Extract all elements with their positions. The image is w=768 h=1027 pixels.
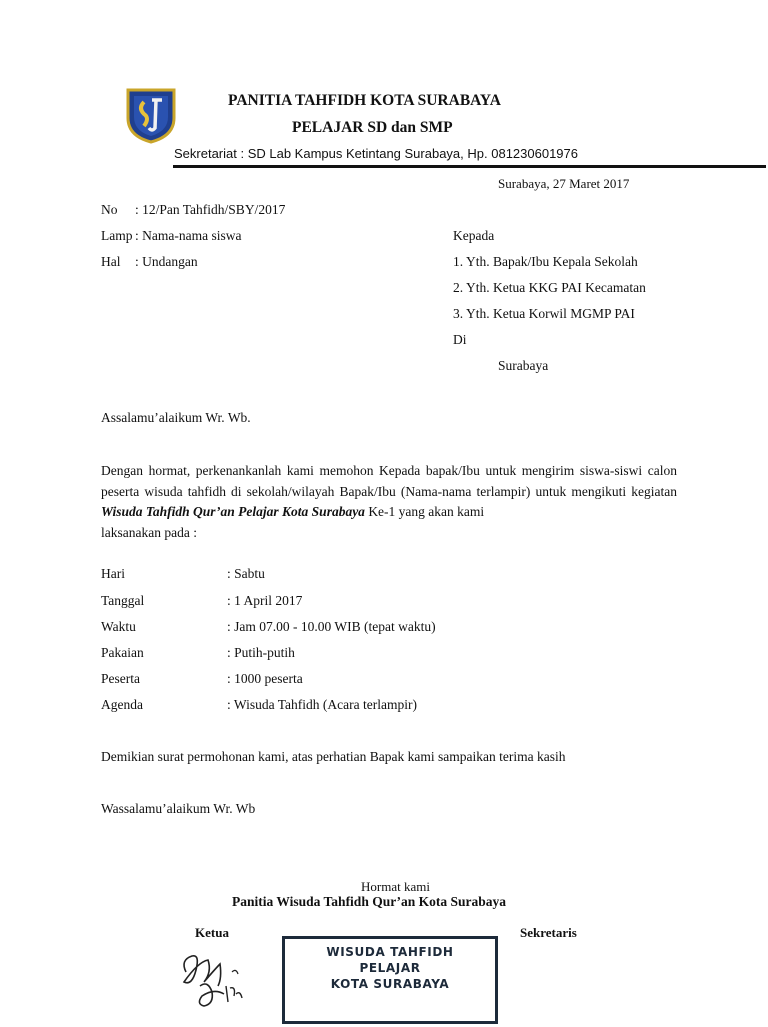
- closing-sentence: Demikian surat permohonan kami, atas perhatian Bapak kami sampaikan terima kasih: [101, 749, 566, 764]
- body-text-part2: Ke-1 yang akan kami: [368, 504, 485, 519]
- no-value: : 12/Pan Tahfidh/SBY/2017: [135, 202, 286, 217]
- recipient-di: Di: [453, 332, 467, 347]
- signature-icon: [178, 942, 258, 1022]
- stamp-line: KOTA SURABAYA: [330, 977, 450, 991]
- committee-name: Panitia Wisuda Tahfidh Qur’an Kota Surabaya: [232, 894, 506, 909]
- letterhead-divider: [173, 165, 766, 168]
- ketua-label: Ketua: [195, 925, 229, 940]
- sekretaris-label: Sekretaris: [520, 925, 577, 940]
- detail-label-tanggal: Tanggal: [101, 593, 145, 608]
- recipient-item: 2. Yth. Ketua KKG PAI Kecamatan: [453, 280, 646, 295]
- body-paragraph: [101, 461, 677, 543]
- letter-date: Surabaya, 27 Maret 2017: [498, 176, 630, 191]
- lamp-label: Lamp: [101, 228, 133, 243]
- detail-value-waktu: : Jam 07.00 - 10.00 WIB (tepat waktu): [227, 619, 436, 634]
- greeting: Assalamu’alaikum Wr. Wb.: [101, 410, 251, 425]
- detail-value-pakaian: : Putih-putih: [227, 645, 295, 660]
- detail-value-hari: : Sabtu: [227, 566, 265, 581]
- detail-value-tanggal: : 1 April 2017: [227, 593, 303, 608]
- detail-label-peserta: Peserta: [101, 671, 140, 686]
- event-name: Wisuda Tahfidh Qur’an Pelajar Kota Surabaya: [101, 504, 365, 519]
- stamp-line: PELAJAR: [359, 961, 421, 975]
- stamp-line: WISUDA TAHFIDH: [326, 945, 454, 959]
- hal-value: : Undangan: [135, 254, 198, 269]
- farewell: Wassalamu’alaikum Wr. Wb: [101, 801, 256, 816]
- detail-value-agenda: : Wisuda Tahfidh (Acara terlampir): [227, 697, 417, 712]
- body-text-part1: Dengan hormat, perkenankanlah kami memohon Kepada bapak/Ibu untuk mengirim siswa-siswi calon peserta wisuda tahfidh di sekolah/wilayah Bapak/Ibu (Nama-nama terlampir) untuk mengikuti kegiatan: [101, 463, 677, 499]
- recipient-city: Surabaya: [498, 358, 549, 373]
- recipient-item: 1. Yth. Bapak/Ibu Kepala Sekolah: [453, 254, 638, 269]
- no-label: No: [101, 202, 118, 217]
- detail-label-waktu: Waktu: [101, 619, 136, 634]
- lamp-value: : Nama-nama siswa: [135, 228, 242, 243]
- org-name-line1: PANITIA TAHFIDH KOTA SURABAYA: [228, 92, 501, 109]
- detail-label-pakaian: Pakaian: [101, 645, 144, 660]
- hal-label: Hal: [101, 254, 121, 269]
- recipient-kepada: Kepada: [453, 228, 495, 243]
- secretariat-address: Sekretariat : SD Lab Kampus Ketintang Surabaya, Hp. 081230601976: [174, 146, 578, 161]
- detail-label-hari: Hari: [101, 566, 125, 581]
- body-text-part3: laksanakan pada :: [101, 524, 197, 540]
- detail-value-peserta: : 1000 peserta: [227, 671, 303, 686]
- org-name-line2: PELAJAR SD dan SMP: [292, 119, 453, 136]
- hormat-kami: Hormat kami: [361, 879, 430, 894]
- recipient-item: 3. Yth. Ketua Korwil MGMP PAI: [453, 306, 635, 321]
- surabaya-emblem-icon: [122, 84, 180, 144]
- detail-label-agenda: Agenda: [101, 697, 143, 712]
- committee-stamp: [282, 936, 498, 1024]
